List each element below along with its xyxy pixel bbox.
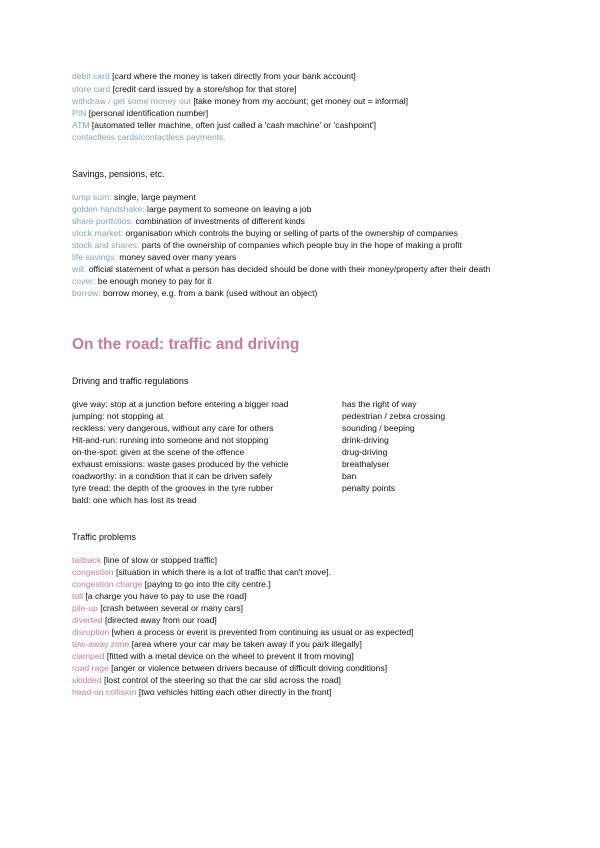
definition: [directed away from our road] — [102, 615, 217, 625]
term: congestion charge — [72, 579, 143, 589]
problem-item — [72, 603, 243, 614]
definition: [when a process or event is prevented from continuing as usual or as expected] — [109, 627, 414, 637]
regulation-item: exhaust emissions: waste gases produced by the vehicle — [72, 459, 289, 469]
problem-item — [72, 591, 246, 602]
term: congestion — [72, 567, 114, 577]
section-title-savings: Savings, pensions, etc. — [72, 169, 165, 179]
term: life savings: — [72, 252, 117, 262]
definition: [two vehicles hitting each other directly in the front] — [136, 687, 332, 697]
definition: borrow money, e.g. from a bank (used without an object) — [100, 288, 318, 298]
problem-item — [72, 579, 271, 590]
regulation-item: Hit-and-run: running into someone and not stopping — [72, 435, 269, 445]
definition: parts of the ownership of companies which people buy in the hope of making a profit — [139, 240, 462, 250]
term: disruption — [72, 627, 110, 637]
term: store card — [72, 84, 111, 94]
problem-item — [72, 687, 331, 698]
banking-item — [72, 71, 356, 82]
definition: [paying to go into the city centre.] — [142, 579, 271, 589]
problem-item — [72, 567, 331, 578]
definition: [situation in which there is a lot of traffic that can't move]. — [113, 567, 331, 577]
regulation-term: pedestrian / zebra crossing — [342, 411, 446, 421]
banking-item — [72, 84, 297, 95]
regulation-term: drug-driving — [342, 447, 388, 457]
definition: be enough money to pay for it — [95, 276, 212, 286]
term: cover: — [72, 276, 96, 286]
problem-item — [72, 615, 217, 626]
savings-item — [72, 264, 490, 275]
term: skidded — [72, 675, 102, 685]
regulation-item: give way: stop at a junction before entering a bigger road — [72, 399, 289, 409]
term: will: — [72, 264, 87, 274]
savings-item — [72, 228, 458, 239]
definition: [lost control of the steering so that the car slid across the road] — [101, 675, 341, 685]
definition: money saved over many years — [116, 252, 237, 262]
section-title-regulations: Driving and traffic regulations — [72, 376, 189, 386]
term: lump sum: — [72, 192, 112, 202]
term: clamped — [72, 651, 105, 661]
regulation-term: ban — [342, 471, 357, 481]
definition: combination of investments of different kinds — [133, 216, 305, 226]
term: stock market: — [72, 228, 124, 238]
banking-item — [72, 120, 376, 131]
definition: [fitted with a metal device on the wheel to prevent it from moving] — [104, 651, 354, 661]
term: PIN — [72, 108, 87, 118]
regulation-item: on-the-spot: given at the scene of the offence — [72, 447, 245, 457]
term: diverted — [72, 615, 103, 625]
term: share portfolios: — [72, 216, 134, 226]
definition: [personal identification number] — [86, 108, 209, 118]
term: debit card — [72, 71, 110, 81]
term: tow-away zone — [72, 639, 130, 649]
definition: [card where the money is taken directly from your bank account] — [109, 71, 356, 81]
regulation-item: jumping: not stopping at — [72, 411, 164, 421]
regulation-term: has the right of way — [342, 399, 417, 409]
regulation-term: penalty points — [342, 483, 396, 493]
term: withdraw / get some money out — [72, 96, 191, 106]
savings-item — [72, 276, 212, 287]
definition: [a charge you have to pay to use the road] — [83, 591, 247, 601]
regulation-item: reckless: very dangerous, without any care for others — [72, 423, 274, 433]
banking-item — [72, 108, 208, 119]
term: golden handshake: — [72, 204, 145, 214]
regulation-item: roadworthy: in a condition that it can be driven safely — [72, 471, 273, 481]
problem-item — [72, 675, 341, 686]
definition: large payment to someone on leaving a job — [144, 204, 312, 214]
term: tailback — [72, 555, 102, 565]
term: ATM — [72, 120, 90, 130]
regulation-item: bald: one which has lost its tread — [72, 495, 197, 505]
banking-item — [72, 132, 226, 143]
term: road rage — [72, 663, 109, 673]
problem-item — [72, 651, 354, 662]
term: pile-up — [72, 603, 98, 613]
definition: [take money from my account; get money out = informal] — [190, 96, 409, 106]
problem-item — [72, 639, 362, 650]
savings-item — [72, 240, 462, 251]
section-heading-road: On the road: traffic and driving — [72, 336, 300, 353]
term: borrow: — [72, 288, 101, 298]
savings-item — [72, 288, 317, 299]
banking-item — [72, 96, 408, 107]
problem-item — [72, 663, 387, 674]
definition: [line of slow or stopped traffic] — [101, 555, 218, 565]
regulation-item: tyre tread: the depth of the grooves in the tyre rubber — [72, 483, 274, 493]
term: contactless cards/contactless payments. — [72, 132, 226, 142]
regulation-term: drink-driving — [342, 435, 389, 445]
section-title-problems: Traffic problems — [72, 532, 137, 542]
savings-item — [72, 204, 311, 215]
savings-item — [72, 216, 305, 227]
regulation-term: breathalyser — [342, 459, 390, 469]
term: head-on collision — [72, 687, 137, 697]
definition: [anger or violence between drivers because of difficult driving conditions] — [108, 663, 388, 673]
term: toll — [72, 591, 83, 601]
definition: [area where your car may be taken away if you park illegally] — [129, 639, 362, 649]
definition: [credit card issued by a store/shop for that store] — [110, 84, 297, 94]
problem-item — [72, 627, 414, 638]
definition: official statement of what a person has decided should be done with their money/property after their death — [86, 264, 491, 274]
savings-item — [72, 192, 196, 203]
definition: organisation which controls the buying or selling of parts of the ownership of companies — [123, 228, 458, 238]
definition: [automated teller machine, often just called a 'cash machine' or 'cashpoint'] — [89, 120, 377, 130]
definition: [crash between several or many cars] — [97, 603, 244, 613]
definition: single, large payment — [111, 192, 196, 202]
problem-item — [72, 555, 217, 566]
term: stock and shares: — [72, 240, 140, 250]
savings-item — [72, 252, 236, 263]
regulation-term: sounding / beeping — [342, 423, 415, 433]
